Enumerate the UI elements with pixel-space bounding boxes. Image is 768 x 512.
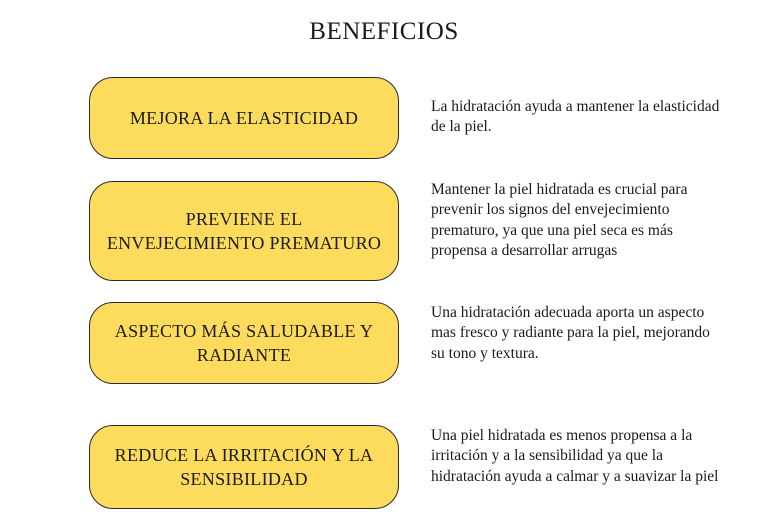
benefit-description-aging: Mantener la piel hidratada es crucial para prevenir los signos del envejecimiento prematuro, ya que una piel seca es más propensa a desarrollar arrugas	[431, 181, 688, 259]
page-title: BENEFICIOS	[309, 18, 459, 45]
benefit-pill-elasticity	[89, 77, 399, 159]
benefit-label: REDUCE LA IRRITACIÓN Y LA SENSIBILIDAD	[114, 445, 374, 489]
benefit-description-radiance: Una hidratación adecuada aporta un aspecto mas fresco y radiante para la piel, mejorando su tono y textura.	[431, 304, 710, 362]
benefit-label: ASPECTO MÁS SALUDABLE Y RADIANTE	[114, 321, 374, 365]
benefit-pill-aging	[89, 181, 399, 281]
benefit-pill-radiance	[89, 302, 399, 384]
benefit-description-elasticity: La hidratación ayuda a mantener la elasticidad de la piel.	[431, 98, 720, 136]
benefit-description-irritation: Una piel hidratada es menos propensa a la irritación y a la sensibilidad ya que la hidratación ayuda a calmar y a suavizar la piel	[431, 427, 719, 485]
benefit-label: PREVIENE EL ENVEJECIMIENTO PREMATURO	[106, 209, 382, 253]
benefit-label: MEJORA LA ELASTICIDAD	[129, 108, 359, 128]
benefit-pill-irritation	[89, 425, 399, 509]
